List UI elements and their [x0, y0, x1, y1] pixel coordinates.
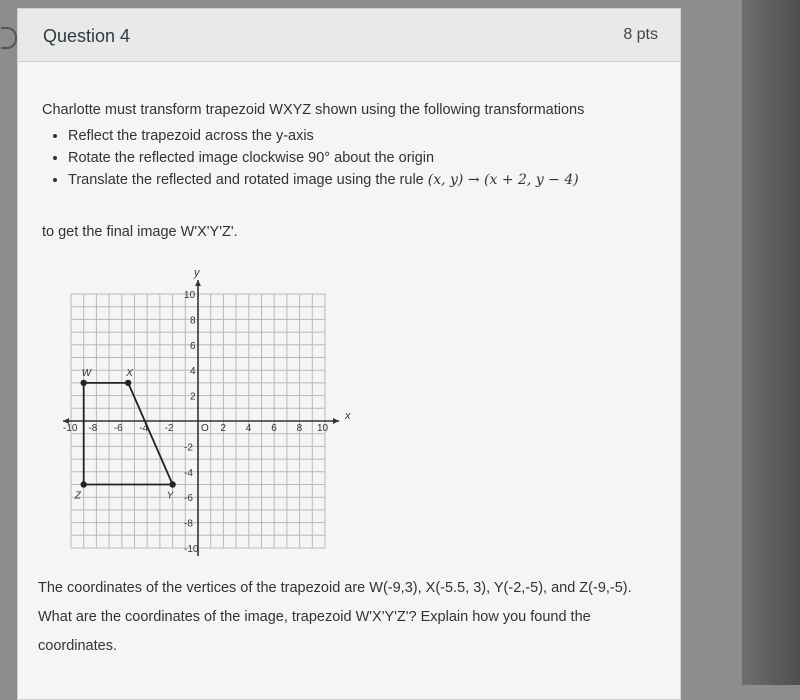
y-tick-label: 10 [184, 290, 196, 301]
vertex-label: Y [166, 490, 174, 502]
x-axis-arrow-icon [333, 418, 339, 424]
vertex-point [81, 380, 87, 386]
y-tick-label: -8 [184, 518, 193, 530]
x-tick-label: -4 [139, 423, 149, 434]
transformation-list [42, 128, 662, 188]
y-tick-label: -2 [184, 442, 193, 454]
y-axis-label: y [194, 267, 200, 279]
vertex-label: W [81, 367, 92, 379]
y-tick-label: 8 [190, 315, 196, 327]
x-tick-label: 6 [271, 423, 277, 434]
vertex-label: Z [74, 490, 81, 502]
question-header [18, 9, 680, 62]
x-tick-label: -2 [164, 423, 174, 434]
prompt-final: to get the final image W'X'Y'Z'. [42, 224, 238, 240]
y-tick-label: -10 [184, 544, 199, 555]
vertex-point [125, 380, 131, 386]
y-tick-label: -6 [184, 493, 193, 505]
collapse-arrow-icon[interactable] [1, 27, 17, 49]
step-rotate-text: Rotate the reflected image clockwise 90° about the origin [68, 150, 435, 166]
y-axis-arrow-icon [195, 280, 201, 286]
step-translate-text: Translate the reflected and rotated image using the rule [68, 172, 428, 188]
step-translate [68, 172, 662, 188]
question-card [17, 8, 681, 700]
x-axis-label: x [345, 410, 351, 422]
vertex-point [81, 481, 87, 487]
step-reflect [68, 128, 662, 144]
x-tick-label: 2 [220, 423, 226, 434]
x-tick-label: -8 [88, 423, 98, 434]
graph-svg [53, 261, 373, 561]
x-tick-label: -10 [63, 423, 78, 434]
window-edge [742, 0, 800, 685]
step-reflect-text: Reflect the trapezoid across the y-axis [68, 128, 314, 144]
question-points: 8 pts [623, 26, 658, 43]
coordinate-graph [53, 261, 373, 561]
y-tick-label: 6 [190, 340, 196, 352]
vertex-label: X [126, 367, 133, 379]
prompt-intro: Charlotte must transform trapezoid WXYZ shown using the following transformations [42, 102, 585, 118]
x-tick-label: 4 [245, 423, 252, 434]
step-rotate [68, 150, 662, 166]
x-tick-label: 10 [317, 423, 329, 434]
x-tick-label: O [201, 423, 209, 434]
x-tick-label: 8 [296, 423, 303, 434]
translation-rule: (x, y) → (x + 2, y − 4) [427, 172, 579, 188]
question-text: The coordinates of the vertices of the trapezoid are W(-9,3), X(-5.5, 3), Y(-2,-5), and Z(-9,-5). What are the coordinates of the image, trapezoid W'X'Y'Z'? Explain how you found the coordinates. [38, 580, 632, 654]
question-title: Question 4 [43, 26, 131, 46]
question-prompt [42, 102, 662, 194]
y-tick-label: -4 [184, 467, 193, 479]
y-tick-label: 4 [190, 366, 196, 378]
x-tick-label: -6 [113, 423, 123, 434]
vertex-point [169, 481, 175, 487]
y-tick-label: 2 [190, 391, 196, 403]
